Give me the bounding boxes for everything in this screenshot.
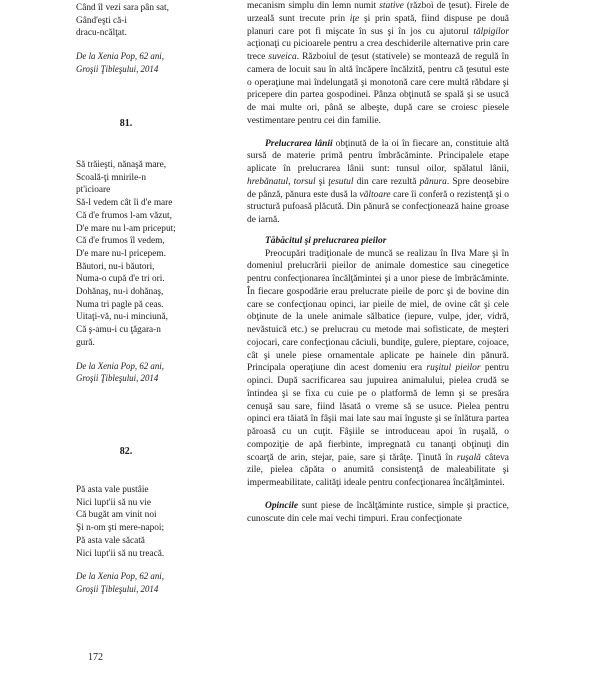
poem-line: D'e mare nu-l pricepem. bbox=[76, 248, 166, 259]
page-number: 172 bbox=[88, 652, 103, 663]
poem-line: Uitaţi-vă, nu-i minciună, bbox=[76, 312, 168, 323]
poem-line: Şi n-om şti mere-napoi; bbox=[76, 523, 165, 534]
poem-line: Numa-o cupă d'e tri ori. bbox=[76, 274, 165, 285]
poem-line: Că ş-amu-i cu ţăgara-n bbox=[76, 325, 161, 336]
poem-line: Pă asta vale pustâie bbox=[76, 485, 149, 495]
poem-line: Scoală-ţi mnirile-n bbox=[76, 172, 146, 183]
poem-block-3 bbox=[76, 484, 206, 595]
poem-line: Să trăieşti, nănaşă mare, bbox=[76, 160, 167, 170]
poem-line: pt'icioare bbox=[76, 185, 111, 196]
poem-line: gură. bbox=[76, 337, 95, 348]
poem-line: Băutori, nu-i băutori, bbox=[76, 261, 155, 272]
prose-column bbox=[247, 0, 509, 525]
poem-citation: De la Xenia Pop, 62 ani, bbox=[76, 360, 164, 371]
section-heading: Tăbăcitul şi prelucrarea pieilor bbox=[265, 235, 387, 246]
paragraph-opinci: Opincile sunt piese de încălţăminte rustice, simple şi practice, cunoscute din cele mai vechi timpuri. Erau confecţionate bbox=[247, 500, 509, 524]
poem-line: Pă asta vale săcată bbox=[76, 535, 145, 546]
paragraph-wool: Prelucrarea lânii obţinută de la oi în fiecare an, constituie altă sursă de materie primă pentru îmbrăcăminte. Principalele etape aplicate în prelucrarea lânii sunt: tunsul oilor, spălatul lânii, hrebănatul, torsul şi ţesutul din care rezultă pănura. Spre deosebire de pânză, pănura este dusă la văltoare care îi conferă o rezistenţă şi o structură pufoasă plăcută. Din pănură se confecţionează haine groase de iarnă. bbox=[247, 138, 509, 225]
poem-citation: Groşii Ţibleşului, 2014 bbox=[76, 583, 159, 594]
poem-number: 82. bbox=[119, 446, 133, 457]
poem-line: Dohănaş, nu-i dohănaş, bbox=[76, 287, 164, 298]
poem-citation: De la Xenia Pop, 62 ani, bbox=[76, 51, 164, 62]
poem-line: Nici lupt'ii să nu vie bbox=[76, 497, 152, 508]
poem-block-2 bbox=[76, 159, 206, 384]
poem-citation: Groşii Ţibleşului, 2014 bbox=[76, 63, 159, 74]
poem-line: Că d'e frumos l-am văzut, bbox=[76, 210, 172, 221]
poem-line: Când îl vezi sara pân sat, bbox=[76, 3, 169, 13]
poem-line: Că bugăt am vinit noi bbox=[76, 510, 157, 521]
poem-block-1 bbox=[76, 2, 206, 75]
poem-citation: De la Xenia Pop, 62 ani, bbox=[76, 571, 164, 582]
paragraph-tanning: Preocupări tradiţionale de muncă se realizau în Ilva Mare şi în domeniul prelucrării pieilor de animale domestice sau cinegetice pentru confecţionarea încălţămintei şi a unor piese de îmbrăcăminte. În fiecare gospodărie erau prelucrate pieile de porc şi de bovine din care se confecţionau opinci, iar pieile de miel, de ovine cât şi cele obţinute de la unele animale sălbatice (iepure, vulpe, jder, vidră, nevăstuică etc.) se prelucrau cu metode mai sofisticate, de meşteri cojocari, care confecţionau căciuli, bundiţe, gulere, pieptare, cojoace, cât şi unele piese ornamentale aplicate pe hainele din pănură. Principala operaţiune din acest domeniu era ruşitul pieilor pentru opinci. După sacrificarea sau jupuirea animalului, pielea crudă se întindea şi se fixa cu cuie pe o platformă de lemn şi se presăra cenuşă sau sare, fiind lăsată o vreme să se usuce. Pielea pentru opinci era tăiată în fâşii mai late sau mai înguste şi se înlătura partea păroasă cu un cuţit. Fâşiile se introduceau apoi în ruşală, o compoziţie de apă fierbinte, impregnată cu tananţi obţinuţi din scoarţă de arin, stejar, paie, sare şi tărâţe. Ţinută în ruşală câteva zile, pielea căpăta o anumită consistenţă de maleabilitate şi impermeabilitate, calităţi ideale pentru confecţionarea încălţămintei. bbox=[247, 248, 509, 488]
poem-line: D'e mare nu l-am priceput; bbox=[76, 223, 176, 234]
poem-line: Că d'e frumos îl vedem, bbox=[76, 236, 165, 247]
poem-citation: Groşii Ţibleşului, 2014 bbox=[76, 372, 159, 383]
poem-line: Nici lupt'ii să nu treacă. bbox=[76, 548, 165, 559]
poem-line: Să-l vedem cât îi d'e mare bbox=[76, 198, 173, 209]
poem-line: Numa tri pagle pă ceas. bbox=[76, 299, 164, 310]
poem-line: Gând'eşti că-i bbox=[76, 15, 127, 26]
poem-line: dracu-ncălţat. bbox=[76, 28, 127, 39]
paragraph-weaving: mecanism simplu din lemn numit stative (războì de ţesut). Firele de urzeală sunt trecute prin iţe şi prin spată, fiind dispuse pe două planuri care pot fi mişcate în sus şi în jos cu ajutorul tălpigilor acţionaţi cu picioarele pentru a crea deschiderile alternative prin care trece suveica. Războiul de ţesut (stativele) se montează de regulă în camera de locuit sau în altă încăpere încălzită, pentru că ţesutul este o operaţiune mai îndelungată şi monotonă care cere multă răbdare şi pricepere din partea gospodinei. Pânza obţinută se spală şi se usucă de mai multe ori, până se albeşte, după care se croiesc piesele vestimentare pentru cei din familie. bbox=[247, 1, 509, 126]
poem-number: 81. bbox=[119, 118, 133, 129]
